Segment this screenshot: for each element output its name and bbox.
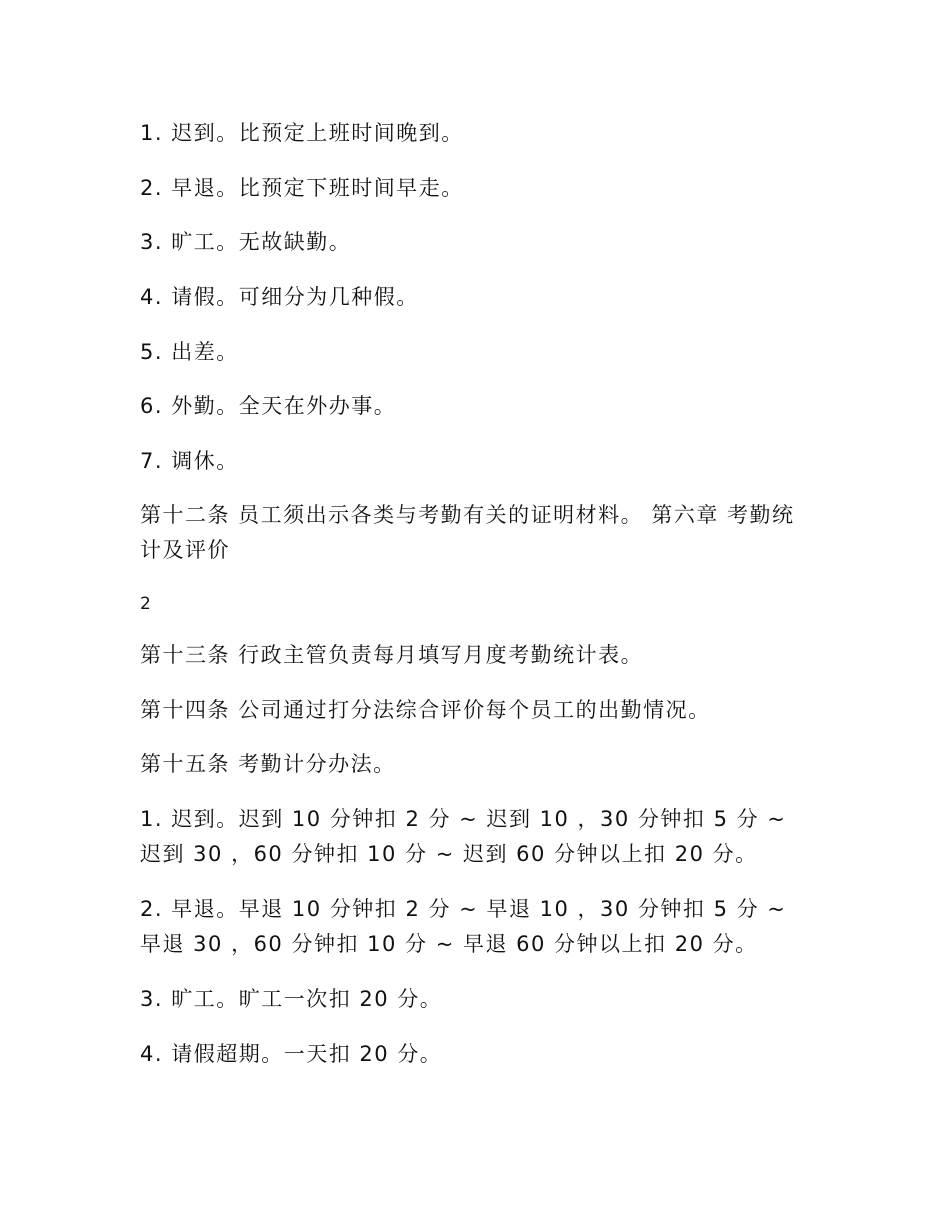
scoring-late-paragraph: 1. 迟到。迟到 10 分钟扣 2 分 ~ 迟到 10 ，30 分钟扣 5 分 ~ 迟到 30 ，60 分钟扣 10 分 ~ 迟到 60 分钟以上扣 20 分。 — [140, 807, 787, 866]
list-item-leave: 4. 请假。可细分为几种假。 — [140, 285, 419, 309]
article-12-paragraph: 第十二条 员工须出示各类与考勤有关的证明材料。 第六章 考勤统计及评价 — [140, 503, 795, 562]
list-item-late: 1. 迟到。比预定上班时间晚到。 — [140, 121, 464, 145]
article-15-paragraph: 第十五条 考勤计分办法。 — [140, 752, 396, 776]
page-number: 2 — [140, 594, 152, 614]
scoring-early-leave-paragraph: 2. 早退。早退 10 分钟扣 2 分 ~ 早退 10 ，30 分钟扣 5 分 ~ 早退 30 ，60 分钟扣 10 分 ~ 早退 60 分钟以上扣 20 分。 — [140, 897, 787, 956]
article-14-paragraph: 第十四条 公司通过打分法综合评价每个员工的出勤情况。 — [140, 698, 711, 722]
list-item-early-leave: 2. 早退。比预定下班时间早走。 — [140, 176, 464, 200]
list-item-business-trip: 5. 出差。 — [140, 340, 239, 364]
list-item-field-work: 6. 外勤。全天在外办事。 — [140, 394, 397, 418]
article-13-paragraph: 第十三条 行政主管负责每月填写月度考勤统计表。 — [140, 643, 644, 667]
scoring-absence-paragraph: 3. 旷工。旷工一次扣 20 分。 — [140, 987, 443, 1011]
list-item-compensatory-leave: 7. 调休。 — [140, 449, 239, 473]
list-item-absence: 3. 旷工。无故缺勤。 — [140, 230, 352, 254]
scoring-leave-overdue-paragraph: 4. 请假超期。一天扣 20 分。 — [140, 1042, 443, 1066]
